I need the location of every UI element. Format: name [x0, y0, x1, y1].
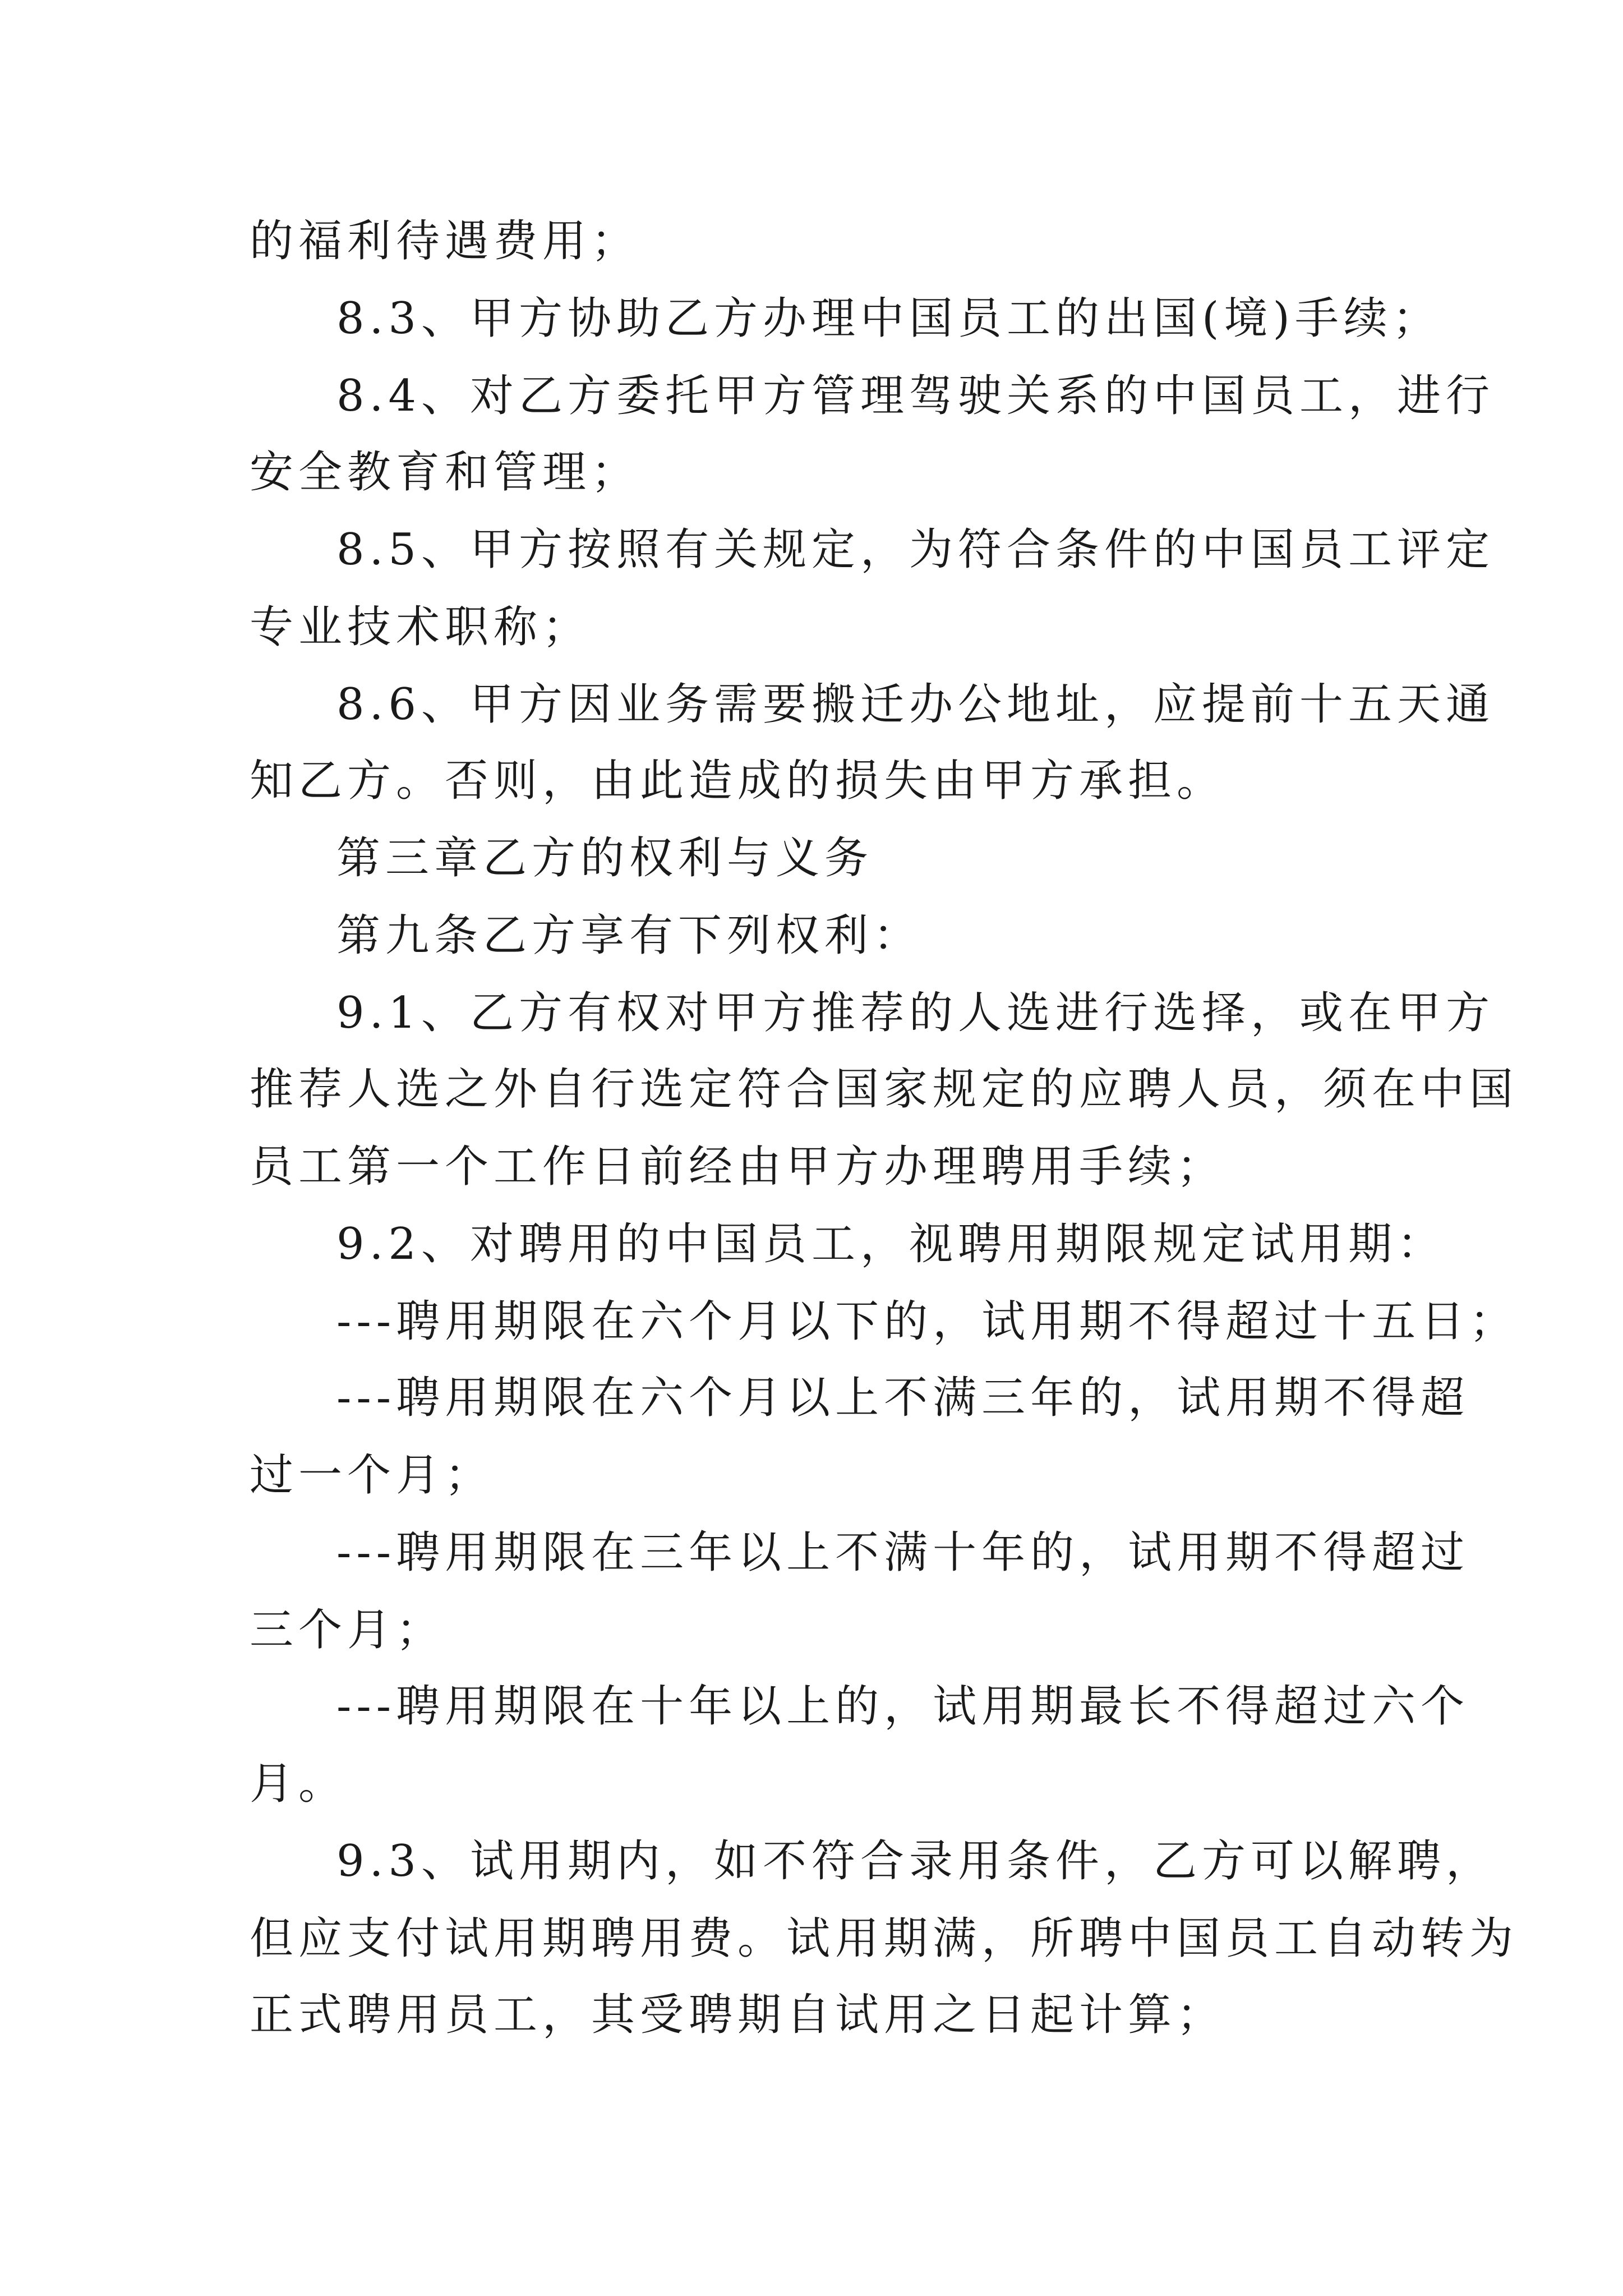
text-line: 8.6、甲方因业务需要搬迁办公地址，应提前十五天通 [336, 679, 1495, 730]
text-line: 的福利待遇费用； [250, 216, 640, 266]
text-line: ---聘用期限在三年以上不满十年的，试用期不得超过 [336, 1527, 1470, 1578]
text-line: 过一个月； [250, 1450, 494, 1501]
text-line: 但应支付试用期聘用费。试用期满，所聘中国员工自动转为 [250, 1913, 1519, 1964]
text-line: 9.3、试用期内，如不符合录用条件，乙方可以解聘， [336, 1836, 1495, 1887]
text-line: ---聘用期限在六个月以上不满三年的，试用期不得超 [336, 1373, 1470, 1423]
text-line: ---聘用期限在十年以上的，试用期最长不得超过六个 [336, 1681, 1470, 1732]
text-line: 三个月； [250, 1605, 445, 1655]
text-line: 8.5、甲方按照有关规定，为符合条件的中国员工评定 [336, 524, 1495, 575]
text-line: 员工第一个工作日前经由甲方办理聘用手续； [250, 1142, 1226, 1192]
article-heading: 第九条乙方享有下列权利： [336, 910, 923, 961]
text-line: 推荐人选之外自行选定符合国家规定的应聘人员，须在中国 [250, 1064, 1519, 1115]
text-line: 8.4、对乙方委托甲方管理驾驶关系的中国员工，进行 [336, 371, 1495, 421]
chapter-heading: 第三章乙方的权利与义务 [336, 833, 874, 884]
text-line: 9.1、乙方有权对甲方推荐的人选进行选择，或在甲方 [336, 988, 1495, 1038]
text-line: 月。 [250, 1759, 348, 1809]
text-line: 8.3、甲方协助乙方办理中国员工的出国(境)手续； [336, 293, 1441, 344]
text-line: 知乙方。否则，由此造成的损失由甲方承担。 [250, 756, 1226, 806]
text-line: 专业技术职称； [250, 602, 592, 652]
text-line: ---聘用期限在六个月以下的，试用期不得超过十五日； [336, 1296, 1519, 1347]
text-line: 9.2、对聘用的中国员工，视聘用期限规定试用期： [336, 1219, 1446, 1269]
text-line: 安全教育和管理； [250, 447, 640, 498]
text-line: 正式聘用员工，其受聘期自试用之日起计算； [250, 1990, 1226, 2040]
